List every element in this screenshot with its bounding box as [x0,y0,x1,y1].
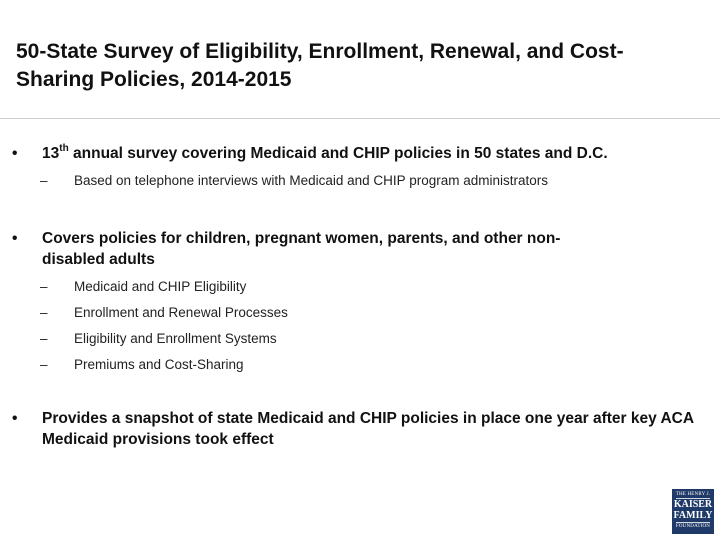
slide-title: 50-State Survey of Eligibility, Enrollment, Renewal, and Cost-Sharing Policies, 2014-2015 [16,40,624,91]
logo-rule [676,498,710,499]
logo-line-3: FAMILY [673,510,713,521]
bullet-text: Provides a snapshot of state Medicaid and CHIP policies in place one year after key ACA Medicaid provisions took effect [42,410,694,448]
bullet-text: Covers policies for children, pregnant women, parents, and other non-disabled adults [42,230,561,268]
bullet-ordinal-number: 13 [42,145,60,162]
subitem-marker: – [40,173,48,188]
bullet-covers-policies [12,228,702,270]
subitem-telephone-interviews [40,172,700,190]
logo-line-2: KAISER [673,499,713,510]
kaiser-family-foundation-logo [672,489,714,534]
subitem-enrollment-renewal [40,304,700,322]
bullet-ordinal-suffix: th [59,142,69,154]
subitem-text: Enrollment and Renewal Processes [74,305,288,320]
bullet-annual-survey [12,143,702,164]
logo-rule [676,522,710,523]
title-divider [0,118,720,119]
bullet-marker: • [12,410,18,427]
subitem-text: Based on telephone interviews with Medicaid and CHIP program administrators [74,173,548,188]
logo-line-1: THE HENRY J. [675,492,711,497]
bullet-marker: • [12,230,18,247]
subitem-premiums [40,356,700,374]
bullet-text-rest: annual survey covering Medicaid and CHIP policies in 50 states and D.C. [68,145,608,162]
subitem-text: Eligibility and Enrollment Systems [74,331,277,346]
subitem-marker: – [40,357,48,372]
subitem-eligibility [40,278,700,296]
logo-line-4: FOUNDATION [675,524,711,529]
subitem-marker: – [40,279,48,294]
subitem-marker: – [40,305,48,320]
subitem-systems [40,330,700,348]
subitem-marker: – [40,331,48,346]
subitem-text: Medicaid and CHIP Eligibility [74,279,247,294]
subitem-text: Premiums and Cost-Sharing [74,357,244,372]
bullet-marker: • [12,145,18,162]
bullet-snapshot [12,408,702,450]
bullet-text [42,143,702,164]
